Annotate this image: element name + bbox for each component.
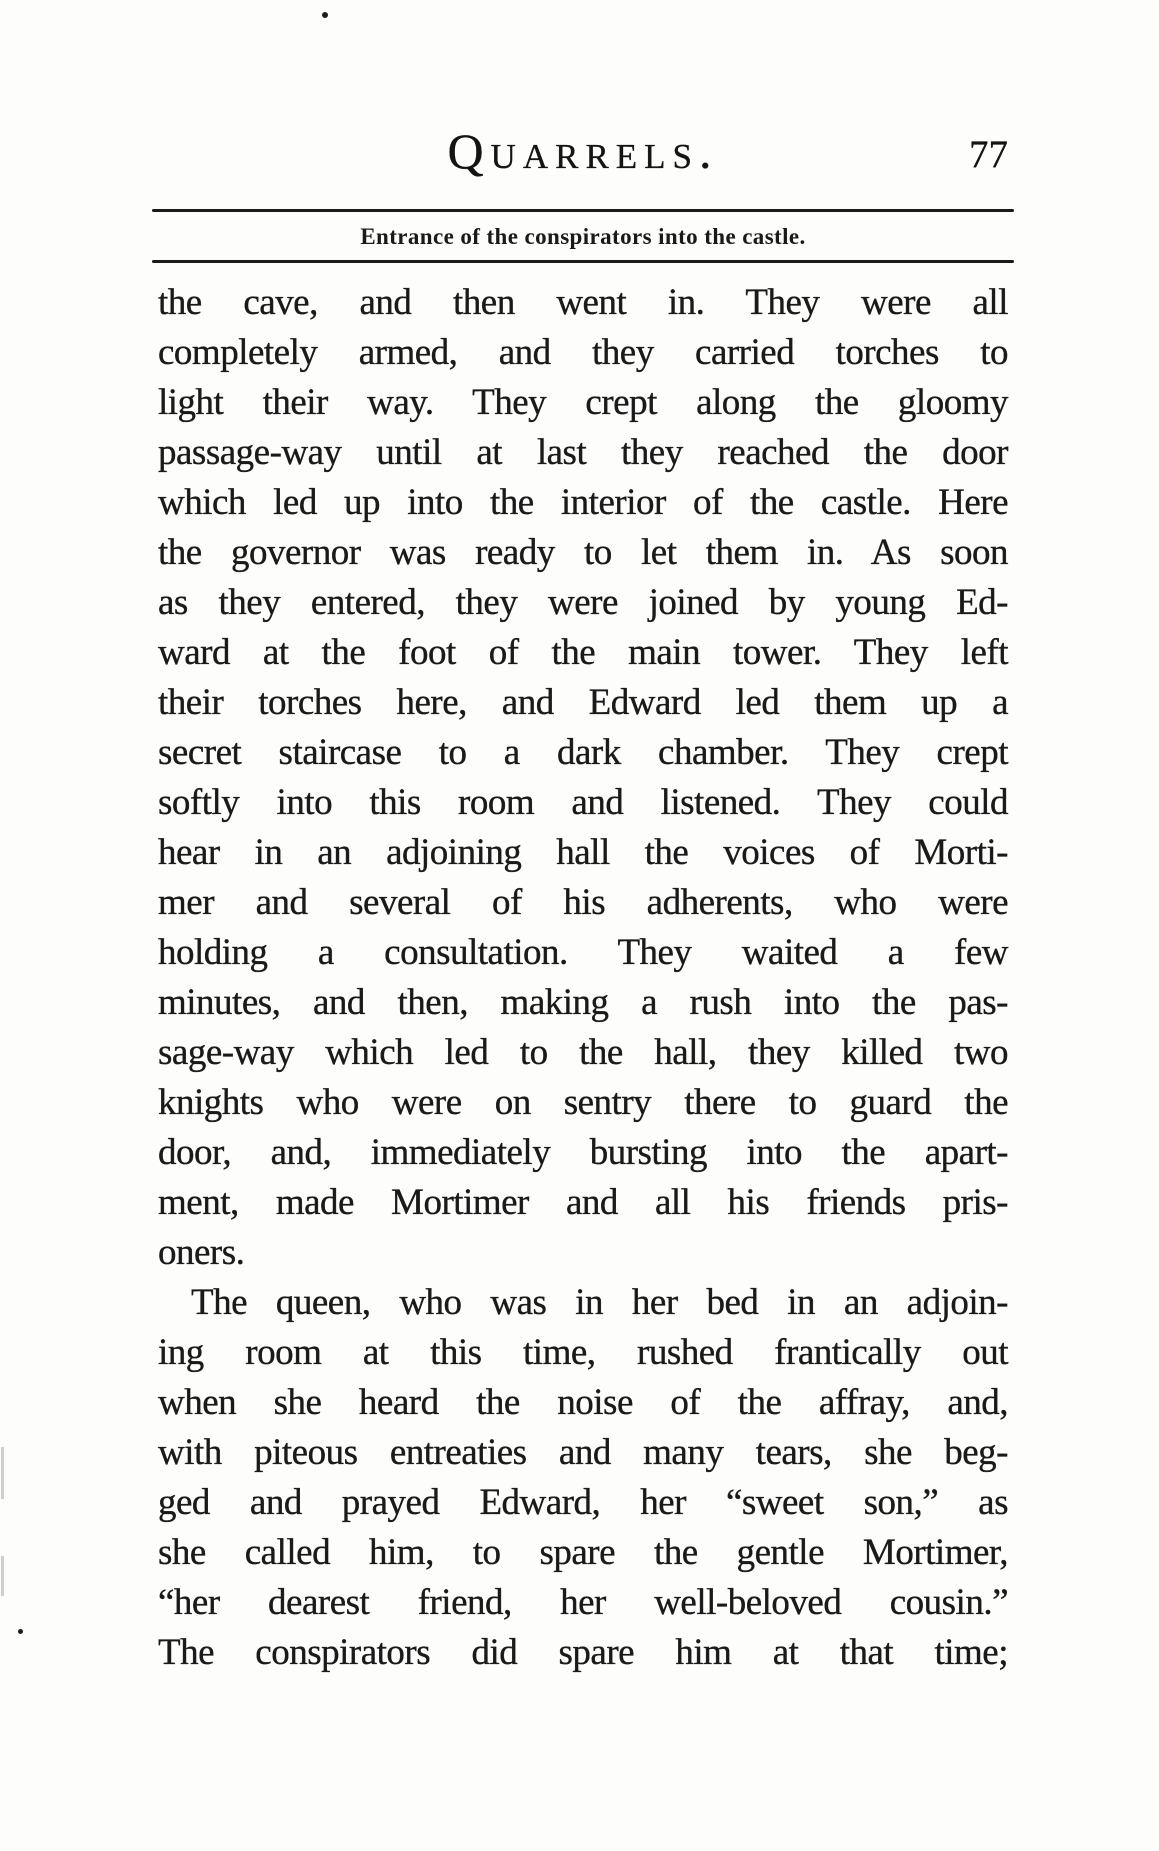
text-line: as they entered, they were joined by young Ed-	[158, 582, 1008, 623]
text-line: mer and several of his adherents, who were	[158, 882, 1008, 923]
text-line-paragraph-start: The queen, who was in her bed in an adjoin-	[191, 1282, 1008, 1323]
text-line: she called him, to spare the gentle Mortimer,	[158, 1532, 1008, 1573]
text-line: ward at the foot of the main tower. They left	[158, 632, 1008, 673]
text-line: ment, made Mortimer and all his friends pris-	[158, 1182, 1008, 1223]
scan-speck	[18, 1629, 23, 1634]
text-line: holding a consultation. They waited a few	[158, 932, 1008, 973]
text-line: their torches here, and Edward led them up a	[158, 682, 1008, 723]
text-line: “her dearest friend, her well-beloved cousin.”	[158, 1582, 1008, 1623]
text-line: with piteous entreaties and many tears, she beg-	[158, 1432, 1008, 1473]
text-line: passage-way until at last they reached the door	[158, 432, 1008, 473]
text-line: when she heard the noise of the affray, and,	[158, 1382, 1008, 1423]
scan-edge-mark	[1, 1556, 4, 1596]
text-line: door, and, immediately bursting into the apart-	[158, 1132, 1008, 1173]
body-text-block	[158, 278, 1008, 1678]
text-line: ged and prayed Edward, her “sweet son,” as	[158, 1482, 1008, 1523]
text-line-paragraph-end: oners.	[158, 1232, 245, 1273]
horizontal-rule-top	[152, 209, 1014, 212]
text-line: hear in an adjoining hall the voices of Morti-	[158, 832, 1008, 873]
text-line: ing room at this time, rushed frantically out	[158, 1332, 1008, 1373]
text-line: the governor was ready to let them in. As soon	[158, 532, 1008, 573]
text-line: softly into this room and listened. They could	[158, 782, 1008, 823]
section-caption: Entrance of the conspirators into the castle.	[360, 224, 806, 249]
text-line: secret staircase to a dark chamber. They crept	[158, 732, 1008, 773]
text-line: completely armed, and they carried torches to	[158, 332, 1008, 373]
page-number: 77	[969, 133, 1008, 176]
running-head-title: Quarrels.	[447, 123, 719, 179]
text-line: the cave, and then went in. They were all	[158, 282, 1008, 323]
scan-edge-mark	[1, 1447, 4, 1499]
text-line: knights who were on sentry there to guard the	[158, 1082, 1008, 1123]
text-line: minutes, and then, making a rush into the pas-	[158, 982, 1008, 1023]
text-line: The conspirators did spare him at that time;	[158, 1632, 1008, 1673]
text-line: light their way. They crept along the gloomy	[158, 382, 1008, 423]
text-line: which led up into the interior of the castle. Here	[158, 482, 1008, 523]
text-line: sage-way which led to the hall, they killed two	[158, 1032, 1008, 1073]
scan-speck	[322, 12, 328, 18]
horizontal-rule-bottom	[152, 260, 1014, 263]
